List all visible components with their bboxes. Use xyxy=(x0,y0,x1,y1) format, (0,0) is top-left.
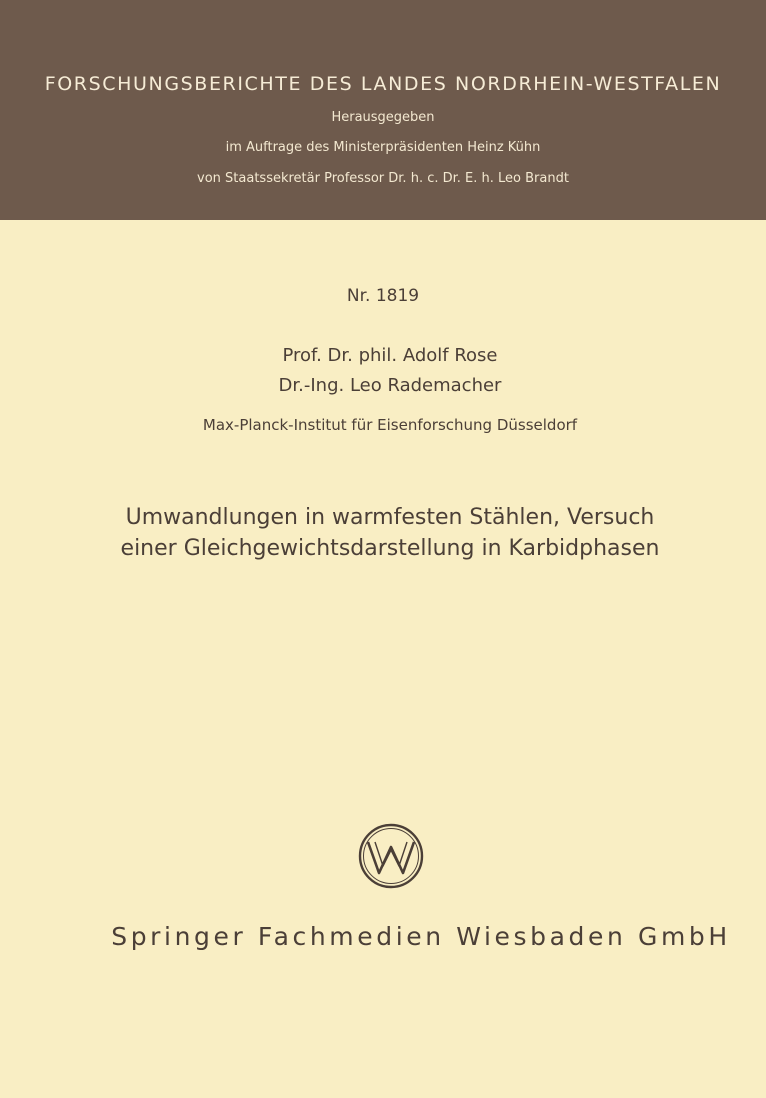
title-line-1: Umwandlungen in warmfesten Stählen, Versuch xyxy=(125,505,655,530)
publisher: Springer Fachmedien Wiesbaden GmbH xyxy=(111,922,731,951)
editor-line-auftrag: im Auftrage des Ministerpräsidenten Heinz Kühn xyxy=(225,140,541,155)
editor-line-staatssekretaer: von Staatssekretär Professor Dr. h. c. Dr. E. h. Leo Brandt xyxy=(197,171,569,186)
institute: Max-Planck-Institut für Eisenforschung Düsseldorf xyxy=(202,416,578,434)
title-line-2: einer Gleichgewichtsdarstellung in Karbidphasen xyxy=(120,536,660,561)
springer-vw-emblem-icon xyxy=(357,822,425,890)
series-title: FORSCHUNGSBERICHTE DES LANDES NORDRHEIN-WESTFALEN xyxy=(44,73,722,95)
report-number: Nr. 1819 xyxy=(346,286,420,306)
editor-line-herausgegeben: Herausgegeben xyxy=(331,110,435,125)
author-1: Prof. Dr. phil. Adolf Rose xyxy=(282,345,498,366)
author-2: Dr.-Ing. Leo Rademacher xyxy=(278,375,502,396)
